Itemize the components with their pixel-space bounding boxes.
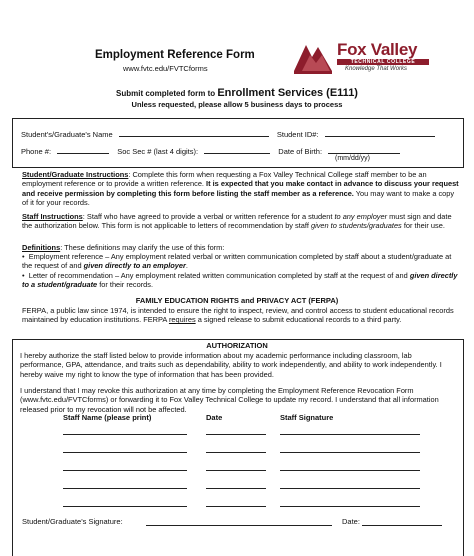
ferpa-title: FAMILY EDUCATION RIGHTS and PRIVACY ACT (FERPA) bbox=[135, 296, 339, 305]
signature-line-3[interactable] bbox=[280, 470, 420, 471]
submit-office: Enrollment Services (E111) bbox=[217, 87, 358, 99]
phone-field[interactable] bbox=[57, 145, 109, 154]
logo-name: Fox Valley bbox=[337, 40, 418, 59]
student-info-box bbox=[12, 118, 464, 168]
form-title: Employment Reference Form bbox=[95, 49, 255, 61]
ferpa-text-1: FERPA, a public law since 1974, is intended to ensure the right to inspect, review, and control access to student educational records maintained by education institutions. FERPA bbox=[22, 306, 454, 325]
dob-label: Date of Birth: bbox=[278, 147, 323, 156]
signature-line-5[interactable] bbox=[280, 506, 420, 507]
logo-band bbox=[337, 59, 429, 65]
date-line-2[interactable] bbox=[206, 452, 266, 453]
ssn-label: Soc Sec # (last 4 digits): bbox=[117, 147, 199, 156]
staff-instructions-heading: Staff Instructions bbox=[22, 212, 83, 221]
ferpa-underline: requires bbox=[168, 315, 196, 325]
definition-item-employment-reference bbox=[22, 252, 462, 271]
definition-1-emphasis: given directly to an employer bbox=[83, 261, 186, 271]
bullet-icon: • bbox=[22, 252, 29, 261]
name-label: Student's/Graduate's Name bbox=[21, 130, 113, 139]
dob-field[interactable] bbox=[328, 145, 400, 154]
staff-instructions-text3: for their use. bbox=[401, 221, 445, 231]
staff-instructions bbox=[22, 212, 462, 231]
date-line-1[interactable] bbox=[206, 434, 266, 435]
staff-name-line-1[interactable] bbox=[63, 434, 187, 435]
definition-1-end: . bbox=[185, 261, 188, 271]
signature-line-1[interactable] bbox=[280, 434, 420, 435]
student-instructions bbox=[22, 170, 462, 208]
definitions-heading: Definitions bbox=[22, 243, 61, 252]
authorization-paragraph-2: I understand that I may revoke this authorization at any time by completing the Employment Reference Revocation Form (www.fvtc.edu/FVTCforms) or forwarding it to Fox Valley Technical College to update my record. I understand that all information released prior to my revocation will not be affected. bbox=[20, 386, 439, 414]
phone-label: Phone #: bbox=[21, 147, 52, 156]
signature-line-2[interactable] bbox=[280, 452, 420, 453]
staff-instructions-text1: : Staff who have agreed to provide a verbal or written reference for a student bbox=[82, 212, 335, 221]
logo-band-text: TECHNICAL COLLEGE bbox=[350, 59, 416, 65]
logo-tagline: Knowledge That Works bbox=[345, 66, 408, 72]
forms-url[interactable]: www.fvtc.edu/FVTCforms bbox=[123, 64, 208, 73]
definitions bbox=[22, 243, 462, 252]
staff-instructions-text2: must sign and date the authorization below. This form is not applicable to letters of recommendation by staff bbox=[22, 212, 452, 231]
student-id-label: Student ID#: bbox=[276, 130, 319, 139]
student-instructions-bold: It is expected that you make contact in advance to discuss your request and receive permission by completing this form before listing the staff member as a reference. bbox=[22, 179, 459, 198]
student-signature-label: Student/Graduate's Signature: bbox=[22, 517, 123, 526]
processing-notice: Unless requested, please allow 5 business days to process bbox=[131, 100, 343, 109]
ssn-field[interactable] bbox=[204, 145, 270, 154]
submit-prefix: Submit completed form to bbox=[116, 89, 218, 98]
definition-1-text: Employment reference – Any employment related verbal or written communication completed by staff about a student/graduate at the request of and bbox=[22, 252, 452, 271]
staff-name-line-3[interactable] bbox=[63, 470, 187, 471]
student-signature-line[interactable] bbox=[146, 525, 332, 526]
definition-2-emphasis: given directly to a student/graduate bbox=[22, 271, 458, 290]
date-column-label: Date bbox=[206, 413, 223, 422]
definitions-intro: : These definitions may clarify the use of this form: bbox=[60, 243, 225, 252]
staff-signature-column-label: Staff Signature bbox=[280, 413, 334, 422]
signature-line-4[interactable] bbox=[280, 488, 420, 489]
staff-instructions-italic2: given to students/graduates bbox=[310, 221, 402, 231]
staff-name-column-label: Staff Name (please print) bbox=[63, 413, 152, 422]
student-instructions-text: : Complete this form when requesting a Fox Valley Technical College staff member to be an employment reference or to provide a written reference. bbox=[22, 170, 427, 189]
student-instructions-heading: Student/Graduate Instructions bbox=[22, 170, 129, 179]
definition-2-end: for their records. bbox=[97, 280, 154, 290]
staff-name-line-4[interactable] bbox=[63, 488, 187, 489]
staff-name-line-2[interactable] bbox=[63, 452, 187, 453]
staff-name-line-5[interactable] bbox=[63, 506, 187, 507]
authorization-heading: AUTHORIZATION bbox=[206, 341, 268, 350]
logo-mark-icon bbox=[292, 41, 334, 75]
student-instructions-tail: You may want to make a copy of it for your records. bbox=[22, 188, 455, 208]
student-id-field[interactable] bbox=[325, 128, 435, 137]
submit-instruction bbox=[0, 87, 474, 99]
definition-2-text: Letter of recommendation – Any employment related written communication completed by staff at the request of and bbox=[28, 271, 410, 280]
student-date-line[interactable] bbox=[362, 525, 442, 526]
ferpa-text-2: a signed release to submit educational records to a third party. bbox=[195, 315, 402, 325]
definition-item-letter-of-recommendation bbox=[22, 271, 462, 290]
ferpa-text bbox=[22, 306, 462, 325]
authorization-paragraph-1: I hereby authorize the staff listed below to provide information about my academic performance including classroom, lab performance, GPA, attendance, and traits such as dependability, ability to work independently, and ability to work independently. I hereby waive my right to know the type of information that has been provided. bbox=[20, 351, 442, 379]
bullet-icon: • bbox=[22, 271, 29, 280]
staff-instructions-italic1: to any employer bbox=[334, 212, 388, 221]
date-line-4[interactable] bbox=[206, 488, 266, 489]
date-line-3[interactable] bbox=[206, 470, 266, 471]
dob-hint: (mm/dd/yy) bbox=[335, 155, 370, 162]
student-date-label: Date: bbox=[342, 517, 360, 526]
date-line-5[interactable] bbox=[206, 506, 266, 507]
name-field[interactable] bbox=[119, 128, 269, 137]
